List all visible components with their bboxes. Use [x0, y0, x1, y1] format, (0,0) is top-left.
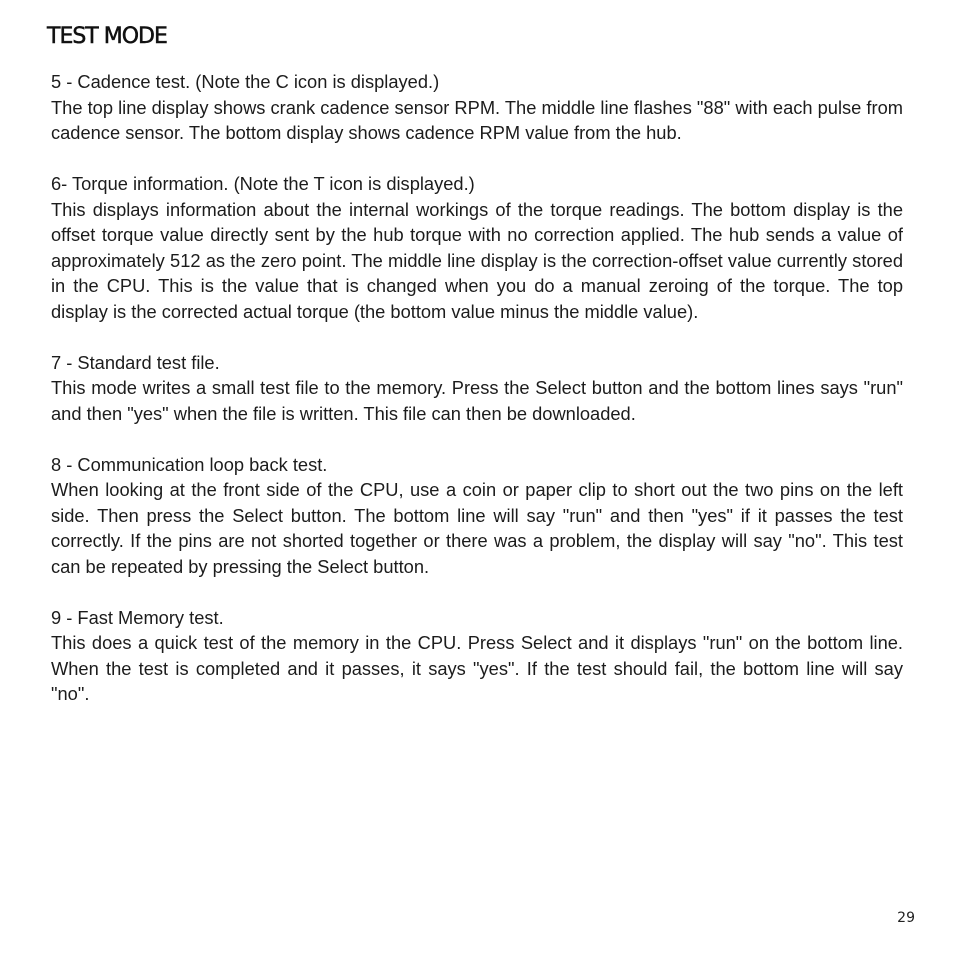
document-body [51, 69, 903, 732]
section-standard-test-file [51, 350, 903, 427]
section-paragraph: This does a quick test of the memory in the CPU. Press Select and it displays "run" on the bottom line. When the test is completed and it passes, it says "yes". If the test should fail, the bottom line will say "no". [51, 632, 903, 704]
section-heading: 9 - Fast Memory test. [51, 606, 224, 628]
section-loop-back-test [51, 452, 903, 580]
section-heading: 6- Torque information. (Note the T icon is displayed.) [51, 173, 475, 194]
section-paragraph: The top line display shows crank cadence sensor RPM. The middle line flashes "88" with each pulse from cadence sensor. The bottom display shows cadence RPM value from the hub. [51, 96, 903, 143]
section-heading: 8 - Communication loop back test. [51, 453, 328, 475]
section-paragraph: This mode writes a small test file to the memory. Press the Select button and the bottom lines says "run" and then "yes" when the file is written. This file can then be downloaded. [51, 377, 903, 424]
section-paragraph: When looking at the front side of the CPU, use a coin or paper clip to short out the two pins on the left side. Then press the Select button. The bottom line will say "run" and then "yes" if it passes the test correctly. If the pins are not shorted together or there was a problem, the display will say "no". This test can be repeated by pressing the Select button. [51, 479, 903, 577]
section-torque-information [51, 171, 903, 324]
page-title: TEST MODE [47, 24, 167, 49]
section-fast-memory-test [51, 605, 903, 707]
section-paragraph: This displays information about the internal workings of the torque readings. The bottom display is the offset torque value directly sent by the hub torque with no correction applied. The hub sends a value of approximately 512 as the zero point. The middle line display is the correction-offset value currently stored in the CPU. This is the value that is changed when you do a manual zeroing of the torque. The top display is the corrected actual torque (the bottom value minus the middle value). [51, 198, 903, 322]
page-number: 29 [897, 910, 915, 926]
section-cadence-test [51, 69, 903, 146]
section-heading: 5 - Cadence test. (Note the C icon is displayed.) [51, 71, 440, 92]
section-heading: 7 - Standard test file. [51, 351, 220, 373]
